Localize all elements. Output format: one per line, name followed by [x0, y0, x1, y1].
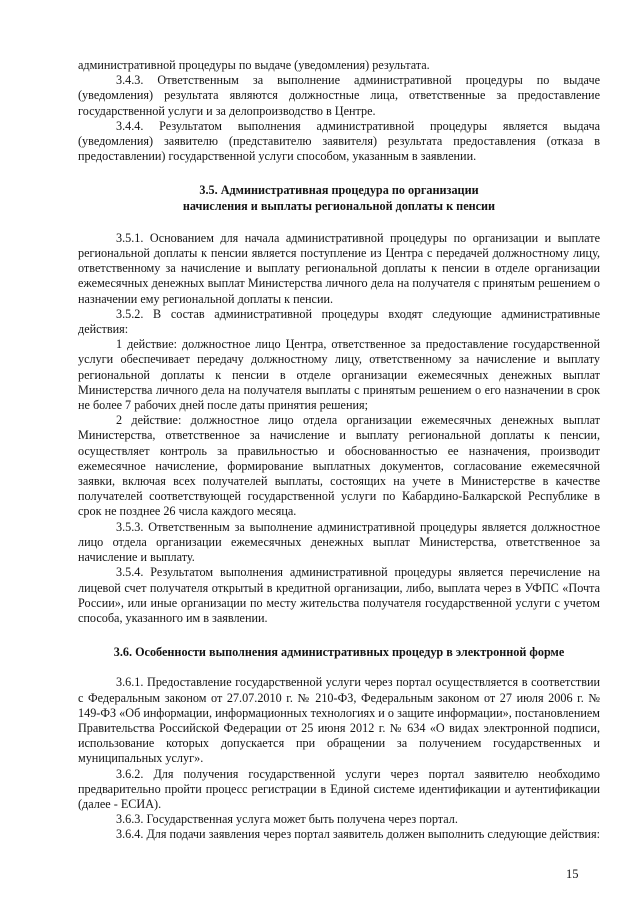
paragraph-continuation: административной процедуры по выдаче (уведомления) результата. [78, 58, 430, 72]
document-body [78, 58, 600, 843]
paragraph-3-6-4: 3.6.4. Для подачи заявления через портал заявитель должен выполнить следующие действия: [116, 827, 601, 842]
paragraph-3-6-2: 3.6.2. Для получения государственной услуги через портал заявителю необходимо предварительно пройти процесс регистрации в Единой системе идентификации и аутентификации (далее - ЕСИА). [78, 766, 600, 811]
paragraph-action-1: 1 действие: должностное лицо Центра, ответственное за предоставление государственной услуги обеспечивает передачу должностному лицу, ответственному за начисление и выплату региональной доплаты к пенсии в отделе организации ежемесячных денежных выплат Министерства личного дела на получателя выплаты с принятым решением о его назначении в срок не более 7 рабочих дней после даты принятия решения; [78, 337, 600, 413]
section-heading-3-5-line1: 3.5. Административная процедура по организации [199, 183, 479, 198]
paragraph-3-4-4: 3.4.4. Результатом выполнения административной процедуры является выдача (уведомления) заявителю (представителю заявителя) результата предоставления (отказа в предоставлении) государственной услуги способом, указанным в заявлении. [78, 118, 600, 164]
paragraph-3-5-2: 3.5.2. В состав административной процедуры входят следующие административные действия: [78, 306, 600, 337]
paragraph-3-5-1: 3.5.1. Основанием для начала административной процедуры по организации и выплате региональной доплаты к пенсии является поступление из Центра с передачей должностному лицу, ответственному за начисление и выплату региональной доплаты к пенсии в отделе организации ежемесячных денежных выплат Министерства личного дела на получателя с принятым решением о назначении ему региональной доплаты к пенсии. [78, 230, 600, 306]
paragraph-action-2: 2 действие: должностное лицо отдела организации ежемесячных денежных выплат Министерства, ответственное за начисление и выплату региональной доплаты к пенсии, осуществляет контроль за правильностью и обоснованностью ее назначения, производит ежемесячное начисление, формирование выплатных документов, согласование ежемесячной заявки, включая всех получателей выплаты, состоящих на учете в Министерстве в качестве получателей соответствующей государственной услуги по Кабардино-Балкарской Республике в срок не позднее 26 числа каждого месяца. [78, 413, 600, 519]
section-heading-3-5-line2: начисления и выплаты региональной доплаты к пенсии [182, 198, 496, 213]
paragraph-3-4-3: 3.4.3. Ответственным за выполнение административной процедуры по выдаче (уведомления) результата являются должностные лица, ответственные за предоставление государственной услуги и за делопроизводство в Центре. [78, 73, 600, 118]
section-heading-3-6: 3.6. Особенности выполнения административных процедур в электронной форме [113, 645, 565, 660]
paragraph-3-5-3: 3.5.3. Ответственным за выполнение административной процедуры является должностное лицо отдела организации ежемесячных денежных выплат Министерства, ответственное за начисление и выплату. [78, 519, 600, 565]
section-heading-3-5 [78, 183, 600, 213]
paragraph-3-6-3: 3.6.3. Государственная услуга может быть получена через портал. [116, 812, 458, 827]
paragraph-3-5-4: 3.5.4. Результатом выполнения административной процедуры является перечисление на лицевой счет получателя открытый в кредитной организации, либо, выплата через в УФПС «Почта России», или иные организации по месту жительства получателя государственной услуги с учетом способа, указанного им в заявлении. [78, 565, 600, 625]
page-number: 15 [566, 867, 579, 881]
paragraph-3-6-1: 3.6.1. Предоставление государственной услуги через портал осуществляется в соответствии с Федеральным законом от 27.07.2010 г. № 210-ФЗ, Федеральным законом от 27 июля 2006 г. № 149-ФЗ «Об информации, информационных технологиях и о защите информации», постановлением Правительства Российской Федерации от 25 июня 2012 г. № 634 «О видах электронной подписи, использование которых допускается при обращении за получением государственных и муниципальных услуг». [78, 675, 600, 766]
